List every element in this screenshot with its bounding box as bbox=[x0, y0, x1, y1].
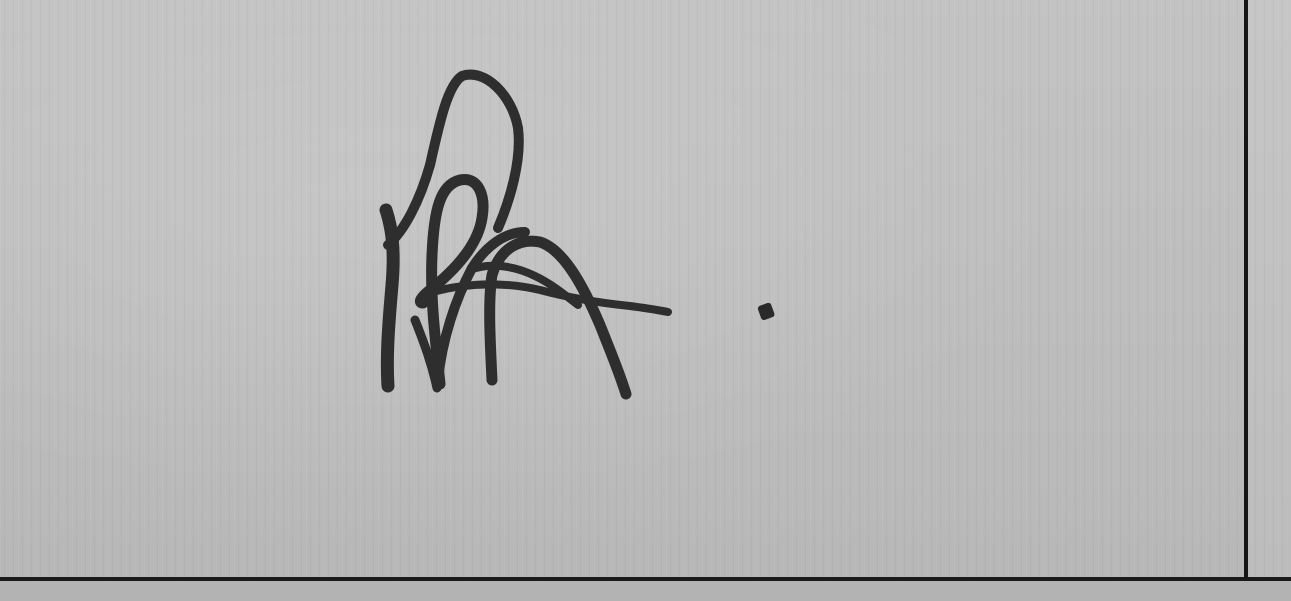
lower-cell-strip bbox=[0, 581, 1291, 601]
table-vertical-rule bbox=[1244, 0, 1248, 580]
signature-stroke-second-stem bbox=[438, 232, 525, 380]
signature-dot bbox=[757, 302, 775, 321]
signature-stroke-tall-loop bbox=[388, 75, 519, 245]
